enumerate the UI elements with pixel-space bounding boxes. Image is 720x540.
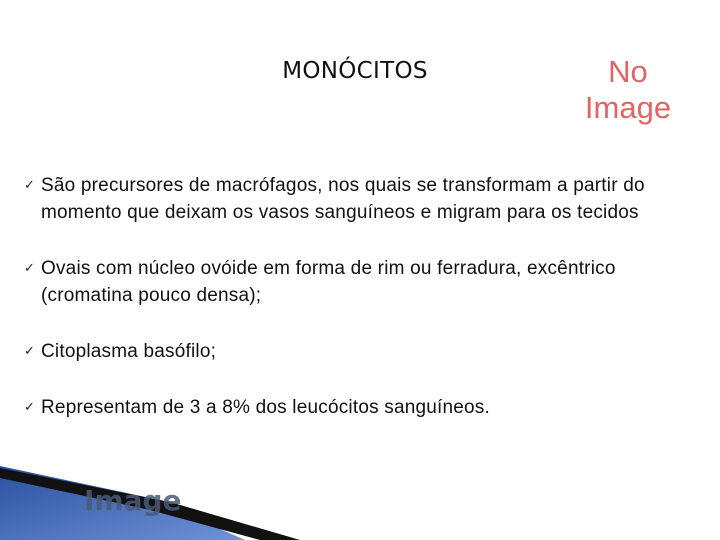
bullet-item [24, 394, 684, 421]
bullet-text: São precursores de macrófagos, nos quais se transformam a partir do momento que deixam os vasos sanguíneos e migram para os tecidos [41, 175, 645, 223]
bullet-text: Ovais com núcleo ovóide em forma de rim ou ferradura, excêntrico (cromatina pouco densa); [41, 258, 616, 306]
checkmark-icon: ✓ [24, 344, 36, 359]
checkmark-icon: ✓ [24, 400, 36, 415]
bullet-item [24, 172, 684, 226]
no-image-line2: Image [584, 90, 672, 125]
no-image-placeholder [568, 54, 688, 126]
bullet-text: Citoplasma basófilo; [41, 341, 217, 362]
no-image-line1: No [608, 54, 648, 89]
image-watermark: Image [84, 484, 182, 517]
bullet-list [24, 172, 684, 450]
checkmark-icon: ✓ [24, 178, 36, 193]
bullet-item [24, 255, 684, 309]
slide-title: MONÓCITOS [282, 58, 428, 84]
checkmark-icon: ✓ [24, 261, 36, 276]
bullet-item [24, 338, 684, 365]
bullet-text: Representam de 3 a 8% dos leucócitos sanguíneos. [41, 397, 490, 418]
